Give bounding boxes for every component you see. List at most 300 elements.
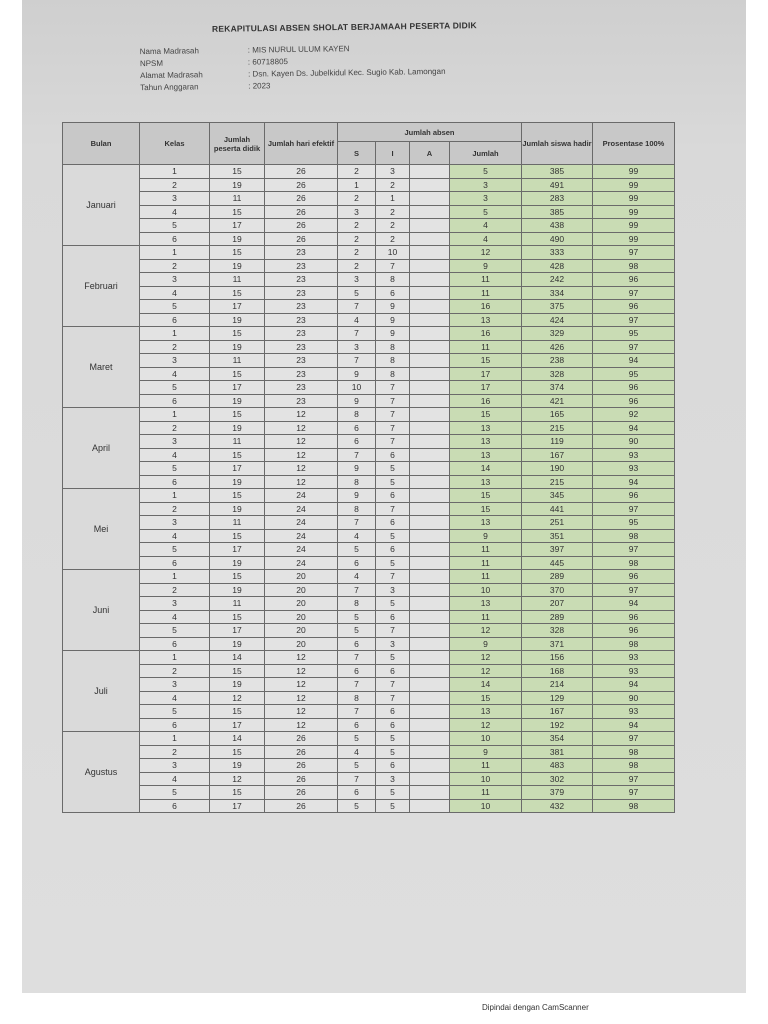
alpha-cell (410, 529, 450, 543)
table-row (63, 597, 675, 611)
kelas-cell: 3 (140, 759, 210, 773)
hadir-cell: 351 (522, 529, 593, 543)
sakit-cell: 7 (338, 678, 376, 692)
kelas-cell: 6 (140, 394, 210, 408)
month-cell: Mei (63, 489, 140, 570)
alpha-cell (410, 799, 450, 813)
hadir-cell: 251 (522, 516, 593, 530)
kelas-cell: 1 (140, 489, 210, 503)
hari-cell: 24 (265, 489, 338, 503)
month-cell: Juli (63, 651, 140, 732)
prosentase-cell: 98 (593, 799, 675, 813)
alpha-cell (410, 205, 450, 219)
sakit-cell: 4 (338, 313, 376, 327)
hadir-cell: 328 (522, 624, 593, 638)
peserta-cell: 19 (210, 178, 265, 192)
hadir-cell: 375 (522, 300, 593, 314)
sakit-cell: 6 (338, 435, 376, 449)
info-value: : MIS NURUL ULUM KAYEN (247, 44, 350, 55)
peserta-cell: 17 (210, 300, 265, 314)
izin-cell: 7 (376, 259, 410, 273)
attendance-sheet (62, 122, 675, 813)
kelas-cell: 6 (140, 475, 210, 489)
hadir-cell: 168 (522, 664, 593, 678)
izin-cell: 9 (376, 313, 410, 327)
hari-cell: 23 (265, 394, 338, 408)
jumlah-cell: 5 (450, 165, 522, 179)
sakit-cell: 5 (338, 543, 376, 557)
sakit-cell: 5 (338, 286, 376, 300)
alpha-cell (410, 192, 450, 206)
izin-cell: 9 (376, 327, 410, 341)
prosentase-cell: 99 (593, 232, 675, 246)
kelas-cell: 2 (140, 340, 210, 354)
sakit-cell: 7 (338, 448, 376, 462)
kelas-cell: 1 (140, 408, 210, 422)
table-row (63, 327, 675, 341)
table-row (63, 732, 675, 746)
prosentase-cell: 99 (593, 165, 675, 179)
peserta-cell: 15 (210, 664, 265, 678)
alpha-cell (410, 745, 450, 759)
sakit-cell: 3 (338, 340, 376, 354)
kelas-cell: 6 (140, 313, 210, 327)
peserta-cell: 19 (210, 421, 265, 435)
alpha-cell (410, 421, 450, 435)
hari-cell: 23 (265, 273, 338, 287)
hari-cell: 26 (265, 192, 338, 206)
alpha-cell (410, 597, 450, 611)
izin-cell: 5 (376, 799, 410, 813)
alpha-cell (410, 219, 450, 233)
hadir-cell: 214 (522, 678, 593, 692)
prosentase-cell: 97 (593, 772, 675, 786)
izin-cell: 8 (376, 367, 410, 381)
kelas-cell: 3 (140, 435, 210, 449)
kelas-cell: 4 (140, 610, 210, 624)
header-kelas: Kelas (140, 123, 210, 165)
sakit-cell: 6 (338, 718, 376, 732)
table-row (63, 516, 675, 530)
hari-cell: 12 (265, 718, 338, 732)
header-i: I (376, 142, 410, 165)
table-row (63, 637, 675, 651)
table-row (63, 232, 675, 246)
hari-cell: 26 (265, 219, 338, 233)
prosentase-cell: 96 (593, 381, 675, 395)
header-s: S (338, 142, 376, 165)
scanner-watermark: Dipindai dengan CamScanner (482, 1003, 589, 1012)
jumlah-cell: 11 (450, 286, 522, 300)
prosentase-cell: 93 (593, 651, 675, 665)
izin-cell: 7 (376, 394, 410, 408)
prosentase-cell: 97 (593, 286, 675, 300)
table-row (63, 624, 675, 638)
info-label: Tahun Anggaran (140, 82, 199, 93)
sakit-cell: 9 (338, 367, 376, 381)
sakit-cell: 4 (338, 570, 376, 584)
peserta-cell: 19 (210, 232, 265, 246)
table-row (63, 786, 675, 800)
kelas-cell: 3 (140, 678, 210, 692)
table-row (63, 475, 675, 489)
izin-cell: 3 (376, 772, 410, 786)
sakit-cell: 2 (338, 165, 376, 179)
hadir-cell: 424 (522, 313, 593, 327)
kelas-cell: 4 (140, 205, 210, 219)
hadir-cell: 370 (522, 583, 593, 597)
hadir-cell: 242 (522, 273, 593, 287)
jumlah-cell: 13 (450, 516, 522, 530)
prosentase-cell: 96 (593, 273, 675, 287)
prosentase-cell: 94 (593, 718, 675, 732)
prosentase-cell: 90 (593, 435, 675, 449)
hari-cell: 26 (265, 799, 338, 813)
table-header (63, 123, 675, 165)
izin-cell: 8 (376, 354, 410, 368)
izin-cell: 6 (376, 664, 410, 678)
izin-cell: 5 (376, 529, 410, 543)
kelas-cell: 6 (140, 556, 210, 570)
kelas-cell: 1 (140, 246, 210, 260)
kelas-cell: 5 (140, 381, 210, 395)
peserta-cell: 15 (210, 286, 265, 300)
sakit-cell: 5 (338, 732, 376, 746)
table-row (63, 448, 675, 462)
jumlah-cell: 4 (450, 232, 522, 246)
hari-cell: 23 (265, 286, 338, 300)
sakit-cell: 8 (338, 691, 376, 705)
alpha-cell (410, 367, 450, 381)
peserta-cell: 19 (210, 637, 265, 651)
jumlah-cell: 11 (450, 610, 522, 624)
hadir-cell: 381 (522, 745, 593, 759)
header-hari-efektif: Jumlah hari efektif (265, 123, 338, 165)
kelas-cell: 2 (140, 259, 210, 273)
alpha-cell (410, 759, 450, 773)
kelas-cell: 4 (140, 772, 210, 786)
table-row (63, 219, 675, 233)
kelas-cell: 3 (140, 273, 210, 287)
jumlah-cell: 9 (450, 745, 522, 759)
hari-cell: 23 (265, 246, 338, 260)
sakit-cell: 6 (338, 421, 376, 435)
peserta-cell: 19 (210, 259, 265, 273)
prosentase-cell: 97 (593, 246, 675, 260)
kelas-cell: 5 (140, 705, 210, 719)
alpha-cell (410, 327, 450, 341)
table-row (63, 799, 675, 813)
hari-cell: 26 (265, 205, 338, 219)
alpha-cell (410, 489, 450, 503)
izin-cell: 6 (376, 610, 410, 624)
izin-cell: 7 (376, 435, 410, 449)
kelas-cell: 5 (140, 219, 210, 233)
izin-cell: 3 (376, 583, 410, 597)
prosentase-cell: 97 (593, 313, 675, 327)
kelas-cell: 2 (140, 583, 210, 597)
peserta-cell: 15 (210, 246, 265, 260)
izin-cell: 5 (376, 732, 410, 746)
jumlah-cell: 11 (450, 786, 522, 800)
jumlah-cell: 14 (450, 678, 522, 692)
sakit-cell: 7 (338, 772, 376, 786)
sakit-cell: 7 (338, 354, 376, 368)
jumlah-cell: 13 (450, 475, 522, 489)
table-row (63, 165, 675, 179)
hari-cell: 12 (265, 678, 338, 692)
prosentase-cell: 93 (593, 664, 675, 678)
hadir-cell: 385 (522, 165, 593, 179)
hadir-cell: 283 (522, 192, 593, 206)
alpha-cell (410, 435, 450, 449)
alpha-cell (410, 543, 450, 557)
alpha-cell (410, 475, 450, 489)
kelas-cell: 4 (140, 529, 210, 543)
hari-cell: 26 (265, 232, 338, 246)
jumlah-cell: 12 (450, 624, 522, 638)
hari-cell: 12 (265, 435, 338, 449)
prosentase-cell: 95 (593, 367, 675, 381)
kelas-cell: 2 (140, 178, 210, 192)
izin-cell: 6 (376, 543, 410, 557)
table-row (63, 691, 675, 705)
izin-cell: 3 (376, 637, 410, 651)
izin-cell: 6 (376, 448, 410, 462)
alpha-cell (410, 772, 450, 786)
peserta-cell: 19 (210, 502, 265, 516)
kelas-cell: 1 (140, 732, 210, 746)
kelas-cell: 4 (140, 367, 210, 381)
kelas-cell: 6 (140, 637, 210, 651)
alpha-cell (410, 340, 450, 354)
jumlah-cell: 15 (450, 354, 522, 368)
kelas-cell: 1 (140, 570, 210, 584)
alpha-cell (410, 286, 450, 300)
alpha-cell (410, 502, 450, 516)
table-row (63, 178, 675, 192)
table-row (63, 394, 675, 408)
hadir-cell: 426 (522, 340, 593, 354)
alpha-cell (410, 516, 450, 530)
hadir-cell: 207 (522, 597, 593, 611)
hadir-cell: 215 (522, 475, 593, 489)
alpha-cell (410, 691, 450, 705)
prosentase-cell: 97 (593, 502, 675, 516)
info-value: : 2023 (248, 81, 271, 91)
hadir-cell: 490 (522, 232, 593, 246)
table-row (63, 705, 675, 719)
hadir-cell: 385 (522, 205, 593, 219)
alpha-cell (410, 178, 450, 192)
hari-cell: 26 (265, 732, 338, 746)
hari-cell: 24 (265, 529, 338, 543)
hadir-cell: 354 (522, 732, 593, 746)
hari-cell: 24 (265, 502, 338, 516)
jumlah-cell: 11 (450, 340, 522, 354)
peserta-cell: 15 (210, 367, 265, 381)
prosentase-cell: 99 (593, 192, 675, 206)
jumlah-cell: 11 (450, 543, 522, 557)
alpha-cell (410, 637, 450, 651)
prosentase-cell: 96 (593, 300, 675, 314)
jumlah-cell: 16 (450, 327, 522, 341)
jumlah-cell: 5 (450, 205, 522, 219)
table-row (63, 610, 675, 624)
month-cell: Maret (63, 327, 140, 408)
jumlah-cell: 13 (450, 597, 522, 611)
peserta-cell: 19 (210, 759, 265, 773)
kelas-cell: 4 (140, 448, 210, 462)
table-row (63, 718, 675, 732)
table-row (63, 421, 675, 435)
prosentase-cell: 93 (593, 705, 675, 719)
table-row (63, 529, 675, 543)
peserta-cell: 11 (210, 273, 265, 287)
hari-cell: 12 (265, 462, 338, 476)
hari-cell: 26 (265, 772, 338, 786)
alpha-cell (410, 313, 450, 327)
peserta-cell: 19 (210, 678, 265, 692)
table-row (63, 489, 675, 503)
prosentase-cell: 97 (593, 583, 675, 597)
peserta-cell: 15 (210, 610, 265, 624)
peserta-cell: 17 (210, 718, 265, 732)
hari-cell: 26 (265, 165, 338, 179)
prosentase-cell: 95 (593, 516, 675, 530)
alpha-cell (410, 651, 450, 665)
kelas-cell: 4 (140, 286, 210, 300)
hari-cell: 12 (265, 448, 338, 462)
alpha-cell (410, 786, 450, 800)
peserta-cell: 19 (210, 475, 265, 489)
kelas-cell: 3 (140, 597, 210, 611)
sakit-cell: 10 (338, 381, 376, 395)
izin-cell: 5 (376, 597, 410, 611)
hadir-cell: 238 (522, 354, 593, 368)
sakit-cell: 2 (338, 259, 376, 273)
hadir-cell: 289 (522, 570, 593, 584)
peserta-cell: 15 (210, 165, 265, 179)
kelas-cell: 5 (140, 462, 210, 476)
hari-cell: 24 (265, 543, 338, 557)
sakit-cell: 7 (338, 651, 376, 665)
hari-cell: 23 (265, 367, 338, 381)
kelas-cell: 5 (140, 786, 210, 800)
prosentase-cell: 94 (593, 421, 675, 435)
prosentase-cell: 99 (593, 178, 675, 192)
header-jumlah: Jumlah (450, 142, 522, 165)
jumlah-cell: 15 (450, 489, 522, 503)
jumlah-cell: 13 (450, 705, 522, 719)
peserta-cell: 15 (210, 205, 265, 219)
table-row (63, 259, 675, 273)
izin-cell: 7 (376, 678, 410, 692)
peserta-cell: 15 (210, 745, 265, 759)
hadir-cell: 215 (522, 421, 593, 435)
hari-cell: 20 (265, 610, 338, 624)
jumlah-cell: 12 (450, 246, 522, 260)
kelas-cell: 5 (140, 300, 210, 314)
sakit-cell: 3 (338, 273, 376, 287)
prosentase-cell: 95 (593, 327, 675, 341)
izin-cell: 5 (376, 462, 410, 476)
alpha-cell (410, 232, 450, 246)
sakit-cell: 6 (338, 664, 376, 678)
peserta-cell: 19 (210, 340, 265, 354)
alpha-cell (410, 705, 450, 719)
izin-cell: 8 (376, 273, 410, 287)
hadir-cell: 190 (522, 462, 593, 476)
sakit-cell: 3 (338, 205, 376, 219)
hari-cell: 23 (265, 259, 338, 273)
peserta-cell: 17 (210, 624, 265, 638)
sakit-cell: 7 (338, 583, 376, 597)
month-cell: Juni (63, 570, 140, 651)
alpha-cell (410, 556, 450, 570)
header-bulan: Bulan (63, 123, 140, 165)
table-row (63, 408, 675, 422)
prosentase-cell: 90 (593, 691, 675, 705)
table-row (63, 340, 675, 354)
peserta-cell: 14 (210, 651, 265, 665)
scanned-photo (22, 0, 746, 993)
alpha-cell (410, 570, 450, 584)
table-row (63, 745, 675, 759)
kelas-cell: 2 (140, 745, 210, 759)
table-row (63, 300, 675, 314)
peserta-cell: 15 (210, 448, 265, 462)
izin-cell: 7 (376, 570, 410, 584)
month-cell: Agustus (63, 732, 140, 813)
izin-cell: 7 (376, 502, 410, 516)
table-row (63, 583, 675, 597)
hari-cell: 24 (265, 516, 338, 530)
jumlah-cell: 15 (450, 408, 522, 422)
izin-cell: 6 (376, 705, 410, 719)
info-label: Nama Madrasah (139, 46, 199, 57)
hari-cell: 12 (265, 408, 338, 422)
izin-cell: 2 (376, 205, 410, 219)
table-row (63, 556, 675, 570)
jumlah-cell: 11 (450, 273, 522, 287)
jumlah-cell: 14 (450, 462, 522, 476)
header-peserta: Jumlah peserta didik (210, 123, 265, 165)
sakit-cell: 1 (338, 178, 376, 192)
jumlah-cell: 17 (450, 381, 522, 395)
sakit-cell: 7 (338, 705, 376, 719)
kelas-cell: 1 (140, 165, 210, 179)
hadir-cell: 345 (522, 489, 593, 503)
hadir-cell: 371 (522, 637, 593, 651)
jumlah-cell: 10 (450, 799, 522, 813)
alpha-cell (410, 718, 450, 732)
hari-cell: 12 (265, 664, 338, 678)
jumlah-cell: 11 (450, 556, 522, 570)
prosentase-cell: 98 (593, 529, 675, 543)
table-row (63, 286, 675, 300)
table-row (63, 205, 675, 219)
jumlah-cell: 15 (450, 691, 522, 705)
alpha-cell (410, 354, 450, 368)
info-label: Alamat Madrasah (140, 70, 203, 81)
peserta-cell: 19 (210, 394, 265, 408)
prosentase-cell: 92 (593, 408, 675, 422)
izin-cell: 7 (376, 624, 410, 638)
sakit-cell: 6 (338, 786, 376, 800)
izin-cell: 10 (376, 246, 410, 260)
alpha-cell (410, 664, 450, 678)
